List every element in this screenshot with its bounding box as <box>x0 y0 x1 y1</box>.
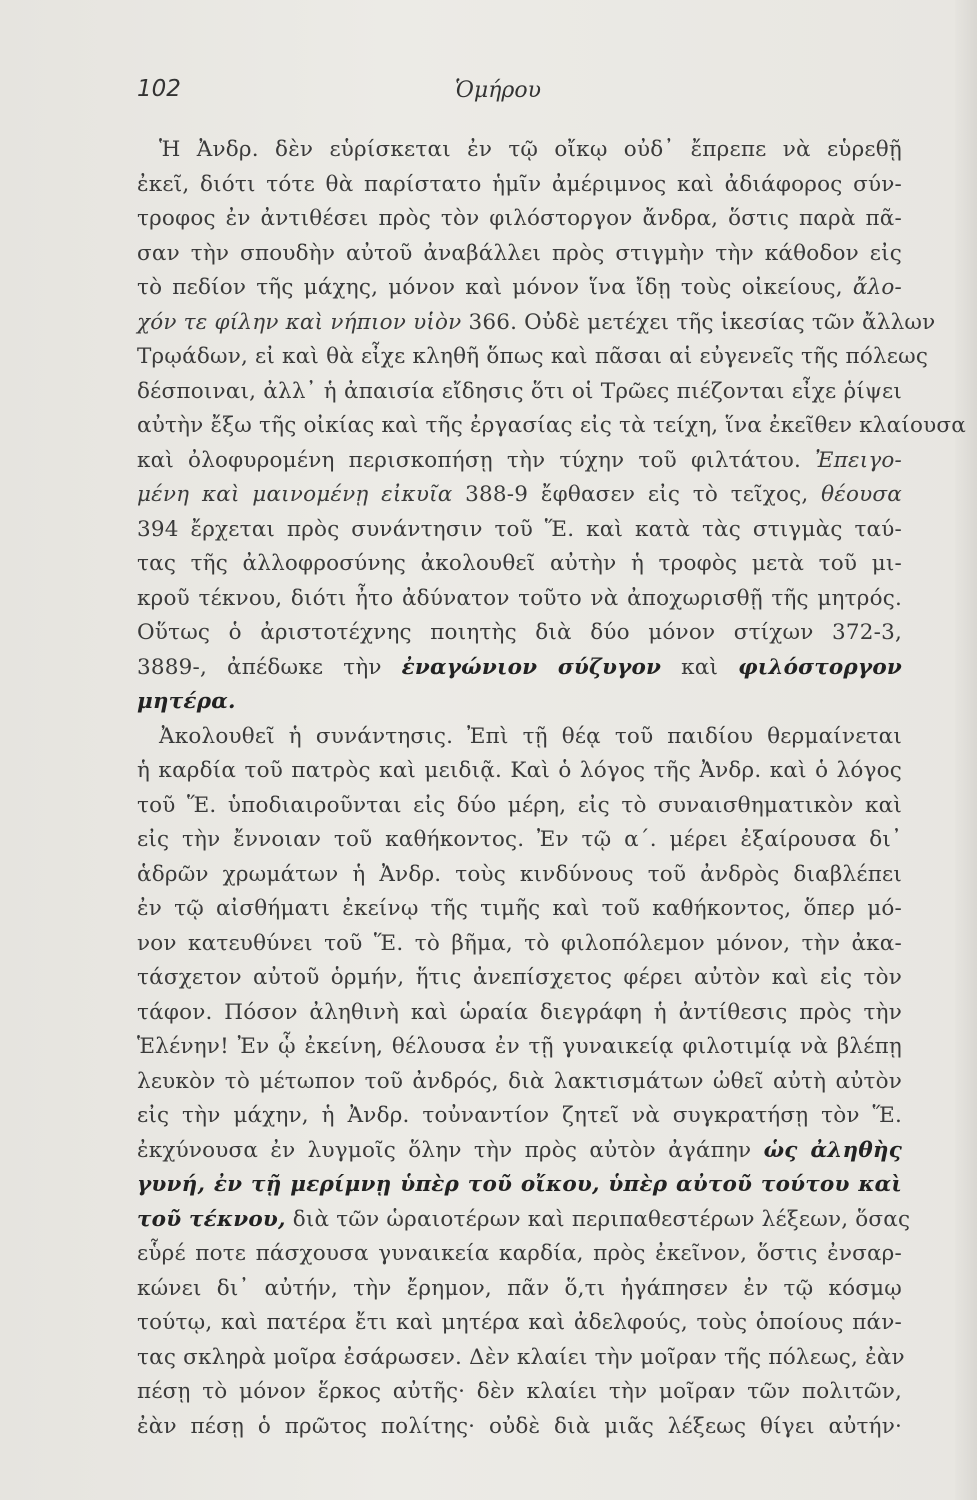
text-segment: 3889-, ἀπέδωκε τὴν <box>137 654 402 680</box>
text-line <box>137 927 902 962</box>
text-line <box>137 1134 902 1169</box>
text-segment: εἰς τὴν ἔννοιαν τοῦ καθήκοντος. Ἐν τῷ α΄. μέρει ἐξαίρουσα δι᾽ <box>137 827 902 852</box>
text-segment: τούτῳ, καὶ πατέρα ἔτι καὶ μητέρα καὶ ἀδελφούς, τοὺς ὁποίους πάν- <box>137 1310 902 1335</box>
quotation-text: ἄλο- <box>852 275 902 300</box>
emphasis-text: τοῦ τέκνου, <box>137 1206 286 1232</box>
text-segment: ἁδρῶν χρωμάτων ἡ Ἀνδρ. τοὺς κινδύνους τοῦ ἀνδρὸς διαβλέπει <box>137 861 902 887</box>
text-line <box>137 237 902 272</box>
text-segment: ἐκεῖ, διότι τότε θὰ παρίστατο ἡμῖν ἀμέριμνος καὶ ἀδιάφορος σύν- <box>137 171 902 197</box>
text-line <box>137 616 902 651</box>
text-line <box>137 823 902 858</box>
text-segment: ἐκχύνουσα ἐν λυγμοῖς ὅλην τὴν πρὸς αὐτὸν ἀγάπην <box>137 1137 764 1163</box>
text-line <box>137 582 902 617</box>
text-line <box>137 513 902 548</box>
text-segment: εὗρέ ποτε πάσχουσα γυναικεία καρδία, πρὸς ἐκεῖνον, ὅστις ἐνσαρ- <box>137 1241 902 1266</box>
text-line <box>137 1168 902 1203</box>
text-line <box>137 547 902 582</box>
body-text <box>137 133 966 1444</box>
text-segment: διὰ τῶν ὡραιοτέρων καὶ περιπαθεστέρων λέξεων, ὅσας <box>285 1206 911 1232</box>
text-line <box>137 961 902 996</box>
text-segment: τας τῆς ἀλλοφροσύνης ἀκολουθεῖ αὐτὴν ἡ τροφὸς μετὰ τοῦ μι- <box>137 551 902 576</box>
page-number: 102 <box>137 76 181 102</box>
running-head: Ὁμήρου <box>455 78 541 103</box>
text-line <box>137 340 929 375</box>
text-line <box>137 754 902 789</box>
quotation-text: θέουσα <box>821 482 902 507</box>
text-line <box>137 685 902 720</box>
text-line <box>137 858 902 893</box>
text-segment: εἰς τὴν μάχην, ἡ Ἀνδρ. τοὐναντίον ζητεῖ νὰ συγκρατήσῃ τὸν Ἕ. <box>137 1103 902 1128</box>
text-line <box>137 271 902 306</box>
text-line <box>137 1030 902 1065</box>
text-line <box>137 1272 902 1307</box>
text-segment: σαν τὴν σπουδὴν αὐτοῦ ἀναβάλλει πρὸς στιγμὴν τὴν κάθοδον εἰς <box>137 240 902 266</box>
text-segment: Ἀκολουθεῖ ἡ συνάντησις. Ἐπὶ τῇ θέᾳ τοῦ παιδίου θερμαίνεται <box>159 723 902 749</box>
quotation-text: χόν τε φίλην καὶ νήπιον υἱὸν <box>137 309 462 335</box>
text-line <box>137 1065 902 1100</box>
text-line <box>137 306 936 341</box>
text-line <box>137 1306 902 1341</box>
text-line <box>137 202 902 237</box>
text-segment: τας σκληρὰ μοῖρα ἐσάρωσεν. Δὲν κλαίει τὴν μοῖραν τῆς πόλεως, ἐὰν <box>137 1344 905 1370</box>
text-segment: τάφον. Πόσον ἀληθινὴ καὶ ὡραία διεγράφη ἡ ἀντίθεσις πρὸς τὴν <box>137 999 902 1025</box>
text-line <box>137 720 902 755</box>
quotation-text: Ἐπειγο- <box>815 447 902 473</box>
text-segment: τὸ πεδίον τῆς μάχης, μόνον καὶ μόνον ἵνα ἴδῃ τοὺς οἰκείους, <box>137 275 853 300</box>
text-line <box>137 1375 902 1410</box>
emphasis-text: ἐναγώνιον σύζυγον <box>401 654 662 680</box>
text-line <box>137 1410 902 1445</box>
text-segment: λευκὸν τὸ μέτωπον τοῦ ἀνδρός, διὰ λακτισμάτων ὠθεῖ αὐτὴ αὐτὸν <box>137 1068 902 1094</box>
text-segment: καὶ ὀλοφυρομένη περισκοπήσῃ τὴν τύχην τοῦ φιλτάτου. <box>137 447 816 473</box>
text-segment: τάσχετον αὐτοῦ ὁρμήν, ἥτις ἀνεπίσχετος φέρει αὐτὸν καὶ εἰς τὸν <box>137 965 902 990</box>
text-segment: δέσποιναι, ἀλλ᾽ ἡ ἀπαισία εἴδησις ὅτι οἱ Τρῶες πιέζονται εἶχε ῥίψει <box>137 378 902 404</box>
text-segment: κροῦ τέκνου, διότι ἦτο ἀδύνατον τοῦτο νὰ ἀποχωρισθῇ τῆς μητρός. <box>137 585 902 611</box>
text-segment: αὐτὴν ἔξω τῆς οἰκίας καὶ τῆς ἐργασίας εἰς τὰ τείχη, ἵνα ἐκεῖθεν κλαίουσα <box>137 413 966 438</box>
text-line <box>137 444 902 479</box>
text-line <box>137 651 902 686</box>
text-segment: ἐὰν πέσῃ ὁ πρῶτος πολίτης· οὐδὲ διὰ μιᾶς λέξεως θίγει αὐτήν· <box>137 1413 902 1439</box>
emphasis-text: γυνή, ἐν τῇ μερίμνῃ ὑπὲρ τοῦ οἴκου, ὑπὲρ αὐτοῦ τούτου καὶ <box>137 1172 902 1197</box>
text-segment: Ἑλένην! Ἐν ᾧ ἐκείνη, θέλουσα ἐν τῇ γυναικείᾳ φιλοτιμίᾳ νὰ βλέπῃ <box>137 1034 902 1059</box>
text-segment: πέσῃ τὸ μόνον ἕρκος αὐτῆς· δὲν κλαίει τὴν μοῖραν τῶν πολιτῶν, <box>137 1379 902 1404</box>
text-segment: Ἡ Ἀνδρ. δὲν εὑρίσκεται ἐν τῷ οἴκῳ οὐδ᾽ ἔπρεπε νὰ εὑρεθῇ <box>159 137 902 162</box>
quotation-text: μένη καὶ μαινομένῃ εἰκυῖα <box>137 482 453 507</box>
text-line <box>137 892 902 927</box>
emphasis-text: ὡς ἀληθὴς <box>763 1137 902 1163</box>
text-segment: κώνει δι᾽ αὐτήν, τὴν ἔρημον, πᾶν ὅ,τι ἠγάπησεν ἐν τῷ κόσμῳ <box>137 1275 902 1301</box>
text-segment: νον κατευθύνει τοῦ Ἕ. τὸ βῆμα, τὸ φιλοπόλεμον μόνον, τὴν ἀκα- <box>137 930 902 956</box>
text-segment: Τρῳάδων, εἰ καὶ θὰ εἶχε κληθῆ ὅπως καὶ πᾶσαι αἱ εὐγενεῖς τῆς πόλεως <box>137 344 929 369</box>
text-segment: ἡ καρδία τοῦ πατρὸς καὶ μειδιᾷ. Καὶ ὁ λόγος τῆς Ἀνδρ. καὶ ὁ λόγος <box>137 758 902 783</box>
text-segment: ἐν τῷ αἰσθήματι ἐκείνῳ τῆς τιμῆς καὶ τοῦ καθήκοντος, ὅπερ μό- <box>137 896 902 921</box>
emphasis-text: φιλόστοργον <box>738 654 902 680</box>
text-line <box>137 133 902 168</box>
emphasis-text: μητέρα. <box>137 689 236 714</box>
text-segment: τροφος ἐν ἀντιθέσει πρὸς τὸν φιλόστοργον ἄνδρα, ὅστις παρὰ πᾶ- <box>137 206 902 231</box>
text-segment: 394 ἔρχεται πρὸς συνάντησιν τοῦ Ἕ. καὶ κατὰ τὰς στιγμὰς ταύ- <box>137 516 902 542</box>
text-segment: τοῦ Ἕ. ὑποδιαιροῦνται εἰς δύο μέρη, εἰς τὸ συναισθηματικὸν καὶ <box>137 792 902 818</box>
page-edge <box>955 0 977 1500</box>
text-line <box>137 409 966 444</box>
text-line <box>137 1099 902 1134</box>
text-segment: καὶ <box>661 654 739 680</box>
text-line <box>137 1203 911 1238</box>
text-line <box>137 1237 902 1272</box>
text-line <box>137 168 902 203</box>
text-segment: 366. Οὐδὲ μετέχει τῆς ἱκεσίας τῶν ἄλλων <box>461 309 936 335</box>
text-line <box>137 478 902 513</box>
text-line <box>137 789 902 824</box>
text-line <box>137 375 902 410</box>
text-line <box>137 996 902 1031</box>
text-segment: 388-9 ἔφθασεν εἰς τὸ τεῖχος, <box>452 482 822 507</box>
text-segment: Οὕτως ὁ ἀριστοτέχνης ποιητὴς διὰ δύο μόνον στίχων 372-3, <box>137 620 902 645</box>
text-line <box>137 1341 905 1376</box>
